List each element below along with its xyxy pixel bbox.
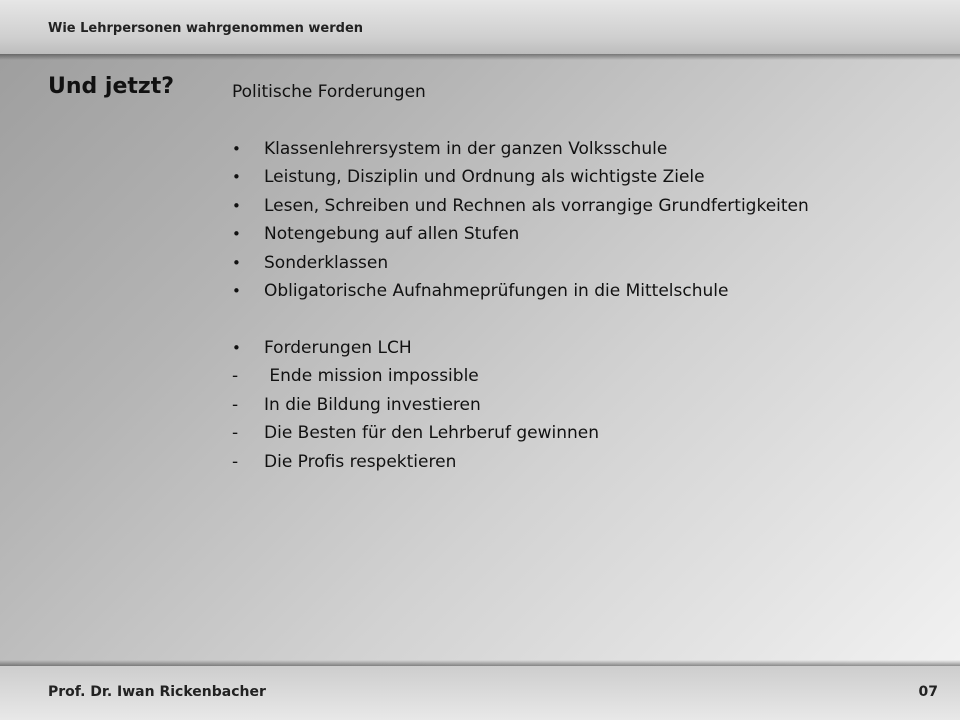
bullet-icon: • — [232, 196, 241, 215]
spacer — [232, 306, 932, 334]
lch-heading — [232, 334, 932, 363]
list-item — [232, 362, 932, 391]
list-item-text: Sonderklassen — [264, 252, 389, 273]
list-item — [232, 220, 932, 249]
list-item-text: Die Profis respektieren — [264, 451, 457, 472]
bullet-icon: • — [232, 168, 241, 186]
bullet-icon: • — [232, 282, 241, 300]
header-title: Wie Lehrpersonen wahrgenommen werden — [48, 21, 364, 36]
bullet-icon: • — [232, 338, 241, 357]
list-item — [232, 448, 932, 477]
dash-icon: - — [232, 366, 239, 386]
lch-list — [232, 334, 932, 477]
list-item-text: Lesen, Schreiben und Rechnen als vorrangige Grundfertigkeiten — [264, 195, 809, 216]
page-number: 07 — [918, 684, 938, 700]
dash-icon: - — [232, 423, 239, 443]
list-item — [232, 277, 932, 306]
list-item — [232, 419, 932, 448]
bullet-icon: • — [232, 225, 241, 243]
list-item — [232, 163, 932, 192]
demands-list — [232, 135, 932, 306]
bullet-icon: • — [232, 253, 241, 272]
list-item-text: Die Besten für den Lehrberuf gewinnen — [264, 423, 599, 443]
footer-author: Prof. Dr. Iwan Rickenbacher — [48, 684, 266, 700]
lch-heading-text: Forderungen LCH — [264, 337, 412, 358]
dash-icon: - — [232, 394, 239, 415]
list-item-text: Klassenlehrersystem in der ganzen Volksschule — [264, 138, 668, 159]
list-item-text: Obligatorische Aufnahmeprüfungen in die Mittelschule — [264, 281, 729, 301]
bullet-icon: • — [232, 139, 241, 158]
list-item-text: Ende mission impossible — [264, 366, 479, 386]
list-item-text: Leistung, Disziplin und Ordnung als wichtigste Ziele — [264, 167, 705, 187]
header-shadow — [0, 54, 960, 60]
list-item-text: In die Bildung investieren — [264, 394, 481, 415]
slide-subtitle: Politische Forderungen — [232, 82, 426, 102]
slide-content — [232, 78, 932, 476]
dash-icon: - — [232, 451, 239, 472]
list-item-text: Notengebung auf allen Stufen — [264, 224, 520, 244]
slide-title: Und jetzt? — [48, 74, 174, 99]
list-item — [232, 192, 932, 221]
list-item — [232, 391, 932, 420]
list-item — [232, 249, 932, 278]
list-item — [232, 135, 932, 164]
